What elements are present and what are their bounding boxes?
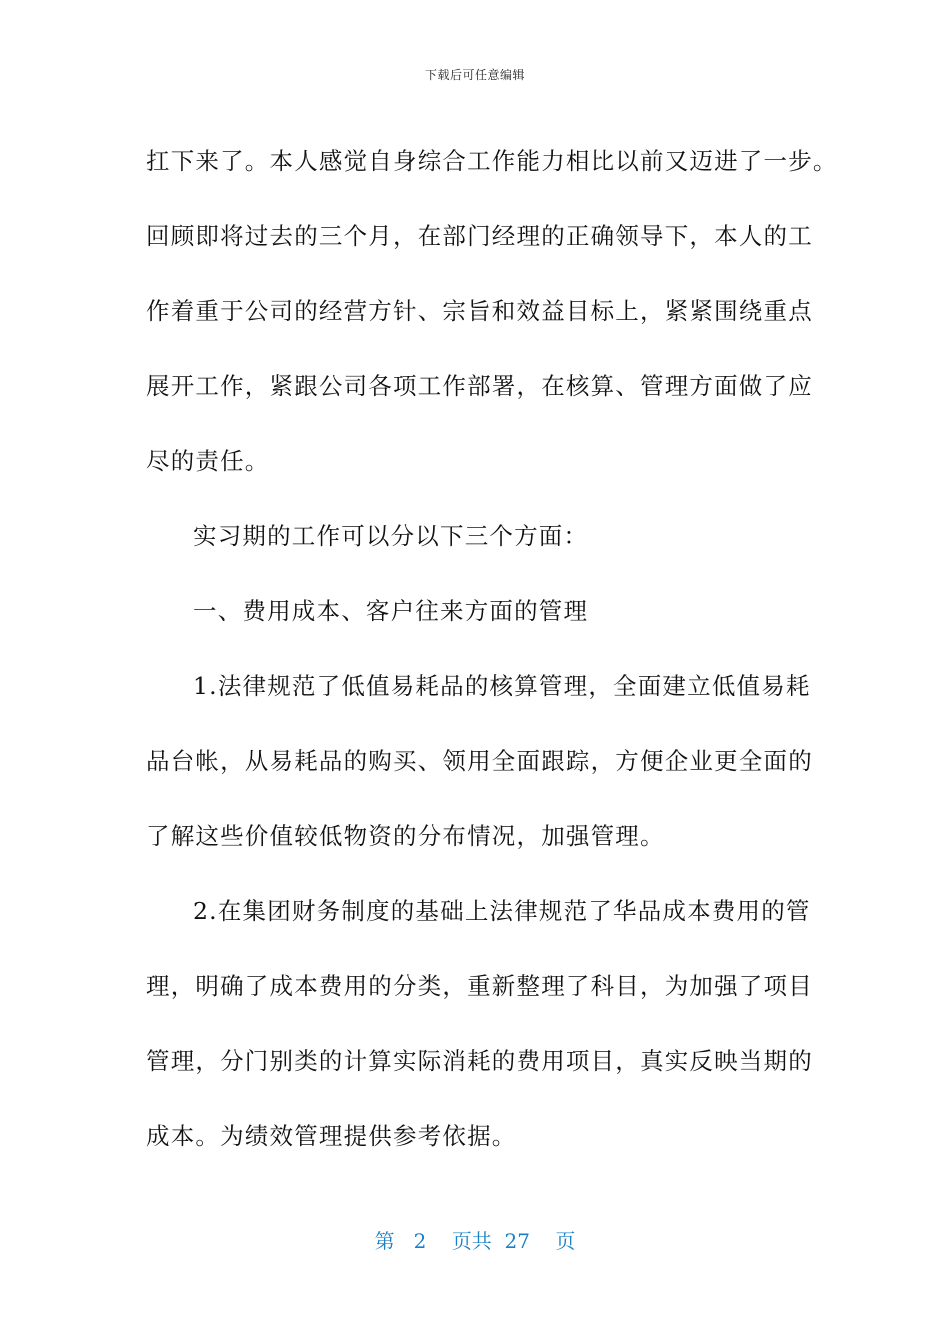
total-pages-number: 27 [504,1229,530,1253]
body-line: 了解这些价值较低物资的分布情况，加强管理。 [146,822,665,850]
body-line: 管理，分门别类的计算实际消耗的费用项目，真实反映当期的 [146,1047,813,1075]
current-page-number: 2 [413,1229,427,1253]
document-body [146,124,838,1174]
body-line: 扛下来了。本人感觉自身综合工作能力相比以前又迈进了一步。 [146,147,838,175]
section-heading: 一、费用成本、客户往来方面的管理 [193,597,589,625]
page-footer [0,1225,950,1254]
body-line: 展开工作，紧跟公司各项工作部署，在核算、管理方面做了应 [146,372,813,400]
body-line: 成本。为绩效管理提供参考依据。 [146,1122,517,1150]
page-label-suffix: 页 [555,1229,576,1253]
body-line: 尽的责任。 [146,447,270,475]
body-line: 2.在集团财务制度的基础上法律规范了华品成本费用的管 [193,897,811,925]
page-label-prefix: 第 [374,1229,395,1253]
body-line: 作着重于公司的经营方针、宗旨和效益目标上，紧紧围绕重点 [146,297,813,325]
body-line: 1.法律规范了低值易耗品的核算管理，全面建立低值易耗 [193,672,811,700]
page-label-middle: 页共 [451,1229,492,1253]
body-line: 品台帐，从易耗品的购买、领用全面跟踪，方便企业更全面的 [146,747,813,775]
body-line: 回顾即将过去的三个月，在部门经理的正确领导下，本人的工 [146,222,813,250]
header-note: 下载后可任意编辑 [424,68,525,82]
body-line: 实习期的工作可以分以下三个方面： [193,522,589,550]
body-line: 理，明确了成本费用的分类，重新整理了科目，为加强了项目 [146,972,813,1000]
